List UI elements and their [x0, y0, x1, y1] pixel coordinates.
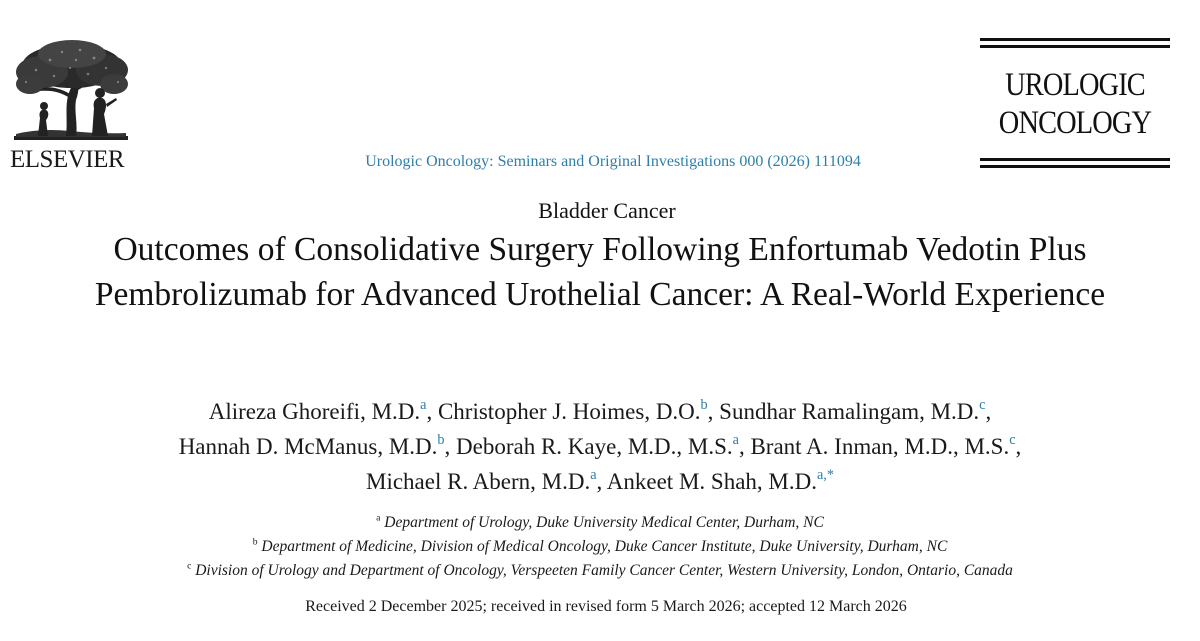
author-separator: , — [707, 399, 720, 424]
article-history: Received 2 December 2025; received in revised form 5 March 2026; accepted 12 March 2026 — [305, 598, 907, 615]
corresponding-author-name: Ankeet M. Shah, M.D. — [606, 469, 817, 494]
journal-name — [993, 66, 1156, 142]
author-name: Michael R. Abern, M.D. — [366, 469, 591, 494]
affiliation-c — [20, 562, 1180, 580]
affiliation-text: Department of Medicine, Division of Medical Oncology, Duke Cancer Institute, Duke University, Durham, NC — [261, 538, 948, 555]
affiliation-text: Division of Urology and Department of Oncology, Verspeeten Family Cancer Center, Western University, London, Ontario, Canada — [195, 562, 1013, 579]
author-name: Christopher J. Hoimes, D.O. — [437, 399, 701, 424]
publisher-name: ELSEVIER — [10, 146, 125, 173]
affiliation-ref-link[interactable]: a — [420, 397, 427, 414]
affiliation-ref-link[interactable]: c — [979, 397, 986, 414]
author-name: Deborah R. Kaye, M.D., M.S. — [456, 434, 733, 459]
article-section: Bladder Cancer — [538, 198, 676, 223]
author-separator: , — [444, 434, 457, 459]
affiliation-b — [20, 538, 1180, 556]
author-list — [20, 394, 1180, 499]
author-name: Hannah D. McManus, M.D. — [178, 434, 438, 459]
affiliation-ref-link[interactable]: a — [732, 432, 739, 449]
affiliation-ref-link[interactable]: b — [700, 397, 708, 414]
journal-name-line1: UROLOGIC — [1005, 67, 1145, 103]
affiliation-a — [20, 514, 1180, 532]
journal-rule — [980, 158, 1170, 161]
article-title: Outcomes of Consolidative Surgery Following Enfortumab Vedotin Plus Pembrolizumab for Advanced Urothelial Cancer: A Real-World Experience — [94, 231, 1106, 313]
author-name: Sundhar Ramalingam, M.D. — [719, 399, 980, 424]
journal-logo — [980, 38, 1170, 170]
corresponding-author-ref-link[interactable]: a,* — [816, 467, 834, 484]
affiliation-key: b — [252, 536, 258, 548]
journal-rule — [980, 45, 1170, 48]
journal-rule — [980, 165, 1170, 168]
journal-citation-link[interactable]: Urologic Oncology: Seminars and Original Investigations 000 (2026) 111094 — [365, 153, 861, 170]
journal-name-line2: ONCOLOGY — [998, 105, 1152, 141]
author-separator: , — [985, 399, 992, 424]
author-separator: , — [426, 399, 438, 424]
affiliation-key: c — [187, 560, 192, 572]
affiliation-ref-link[interactable]: b — [437, 432, 445, 449]
author-separator: , — [1015, 434, 1022, 459]
author-separator: , — [596, 469, 607, 494]
author-separator: , — [738, 434, 751, 459]
author-name: Brant A. Inman, M.D., M.S. — [750, 434, 1010, 459]
affiliation-ref-link[interactable]: a — [590, 467, 597, 484]
affiliation-ref-link[interactable]: c — [1009, 432, 1016, 449]
affiliation-text: Department of Urology, Duke University Medical Center, Durham, NC — [384, 514, 824, 531]
journal-rule — [980, 38, 1170, 41]
author-name: Alireza Ghoreifi, M.D. — [208, 399, 421, 424]
affiliation-key: a — [376, 512, 381, 524]
